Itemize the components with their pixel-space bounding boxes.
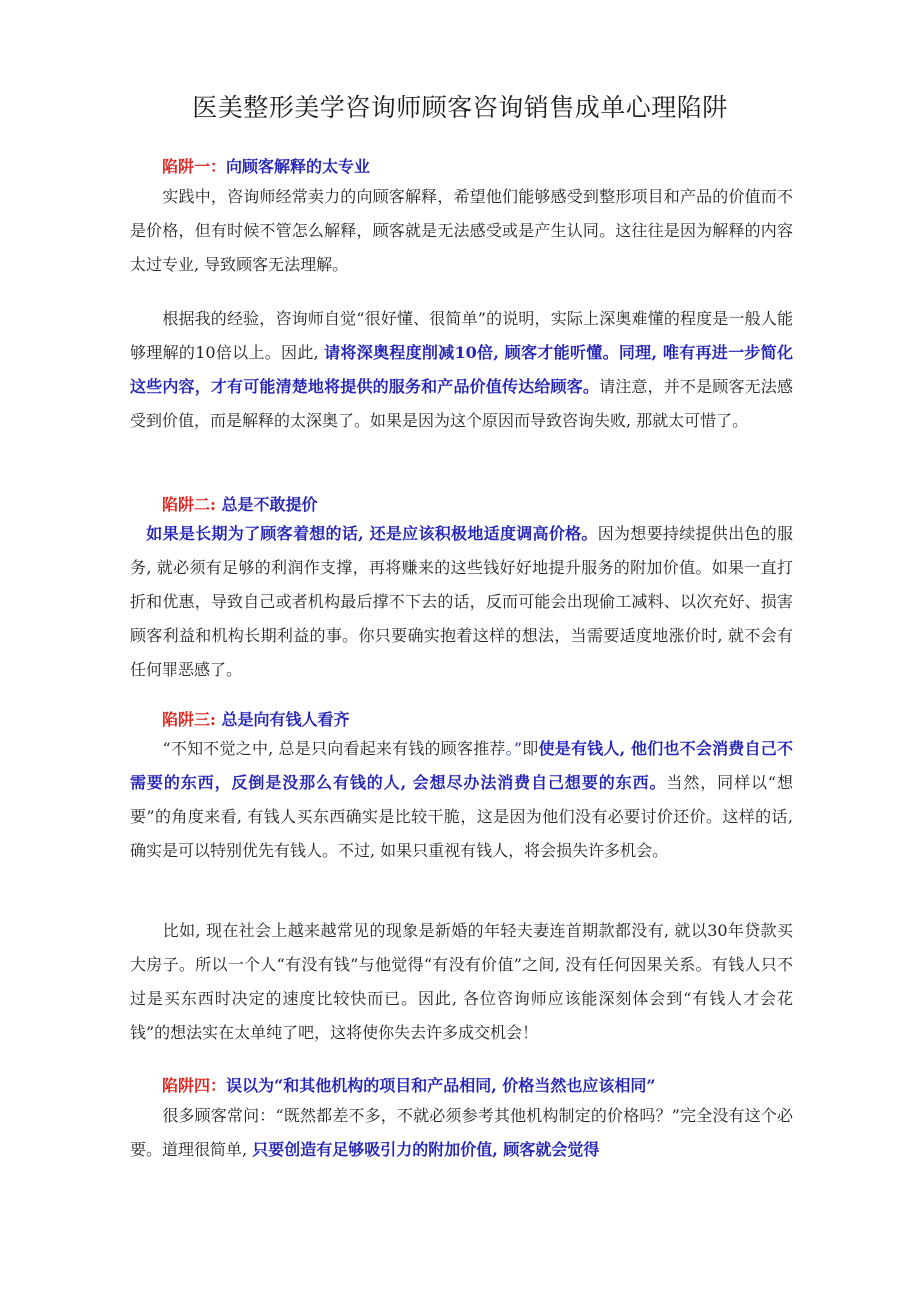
section-2-heading-prefix: 陷阱二: — [162, 495, 222, 514]
section-1-heading-prefix: 陷阱一： — [162, 157, 227, 176]
section-1-paragraph-2 — [130, 302, 793, 438]
paragraph-text: 很多顾客常问：“既然都差不多，不就必须参考其他机构制定的价格吗？”完全没有这个必要。道理很简单, — [130, 1106, 793, 1159]
document-title: 医美整形美学咨询师顾客咨询销售成单心理陷阱 — [192, 93, 728, 122]
section-4-heading-prefix: 陷阱四： — [162, 1076, 227, 1095]
paragraph-text: 因为想要持续提供出色的服务, 就必须有足够的利润作支撑，再将赚来的这些钱好好地提升服务的附加价值。如果一直打折和优惠，导致自己或者机构最后撑不下去的话，反而可能会出现偷工减料、以次充好、损害顾客利益和机构长期利益的事。你只要确实抱着这样的想法，当需要适度地涨价时, 就不会有任何罪恶感了。 — [130, 524, 793, 679]
paragraph-text: 比如, 现在社会上越来越常见的现象是新婚的年轻夫妻连首期款都没有, 就以30年贷款买大房子。所以一个人“有没有钱”与他觉得“有没有价值”之间, 没有任何因果关系。有钱人只不过是买东西时决定的速度比较快而已。因此, 各位咨询师应该能深刻体会到“有钱人才会花钱”的想法实在太单纯了吧，这将使你失去许多成交机会！ — [130, 921, 793, 1042]
highlighted-text: 请将深奥程度削减10倍, 顾客才能听懂。同理, 唯有再进一步简化这些内容，才有可能清楚地将提供的服务和产品价值传达给顾客。 — [130, 343, 793, 396]
highlighted-text: 如果是长期为了顾客着想的话, 还是应该积极地适度调高价格。 — [130, 524, 598, 543]
highlighted-text: 使是有钱人, 他们也不会消费自己不需要的东西，反倒是没那么有钱的人, 会想尽办法消费自己想要的东西。 — [130, 739, 793, 792]
section-2-heading-text: 总是不敢提价 — [221, 495, 318, 514]
highlighted-quote-mark: 。” — [505, 739, 523, 758]
section-4-heading-text: 误以为“和其他机构的项目和产品相同, 价格当然也应该相同” — [226, 1076, 656, 1095]
section-4-paragraph-1 — [130, 1099, 793, 1167]
section-3-heading — [162, 707, 350, 730]
section-3-heading-text: 总是向有钱人看齐 — [221, 710, 350, 729]
paragraph-text: 实践中，咨询师经常卖力的向顾客解释，希望他们能够感受到整形项目和产品的价值而不是价格，但有时候不管怎么解释，顾客就是无法感受或是产生认同。这往往是因为解释的内容太过专业, 导致顾客无法理解。 — [130, 187, 793, 274]
section-1-heading-text: 向顾客解释的太专业 — [226, 157, 371, 176]
section-3-paragraph-2 — [130, 914, 793, 1050]
section-4-heading — [162, 1073, 656, 1096]
paragraph-text: 即 — [522, 739, 539, 758]
section-1-paragraph-1 — [130, 180, 793, 282]
section-2-heading — [162, 492, 318, 515]
section-3-heading-prefix: 陷阱三: — [162, 710, 222, 729]
highlighted-text: 只要创造有足够吸引力的附加价值, 顾客就会觉得 — [252, 1140, 600, 1159]
section-2-paragraph-1 — [130, 517, 793, 687]
paragraph-text: 请注意，并不是顾客无法感受到价值，而是解释的太深奥了。如果是因为这个原因而导致咨询失败, 那就太可惜了。 — [130, 377, 793, 430]
paragraph-text: “不知不觉之中, 总是只向看起来有钱的顾客推荐 — [130, 739, 506, 758]
section-3-paragraph-1 — [130, 732, 793, 868]
section-1-heading — [162, 154, 370, 177]
paragraph-text: 根据我的经验，咨询师自觉“很好懂、很简单”的说明，实际上深奥难懂的程度是一般人能够理解的10倍以上。因此, — [130, 309, 793, 362]
paragraph-text: 当然，同样以“想要”的角度来看, 有钱人买东西确实是比较干脆，这是因为他们没有必要讨价还价。这样的话, 确实是可以特别优先有钱人。不过, 如果只重视有钱人，将会损失许多机会。 — [130, 773, 793, 860]
